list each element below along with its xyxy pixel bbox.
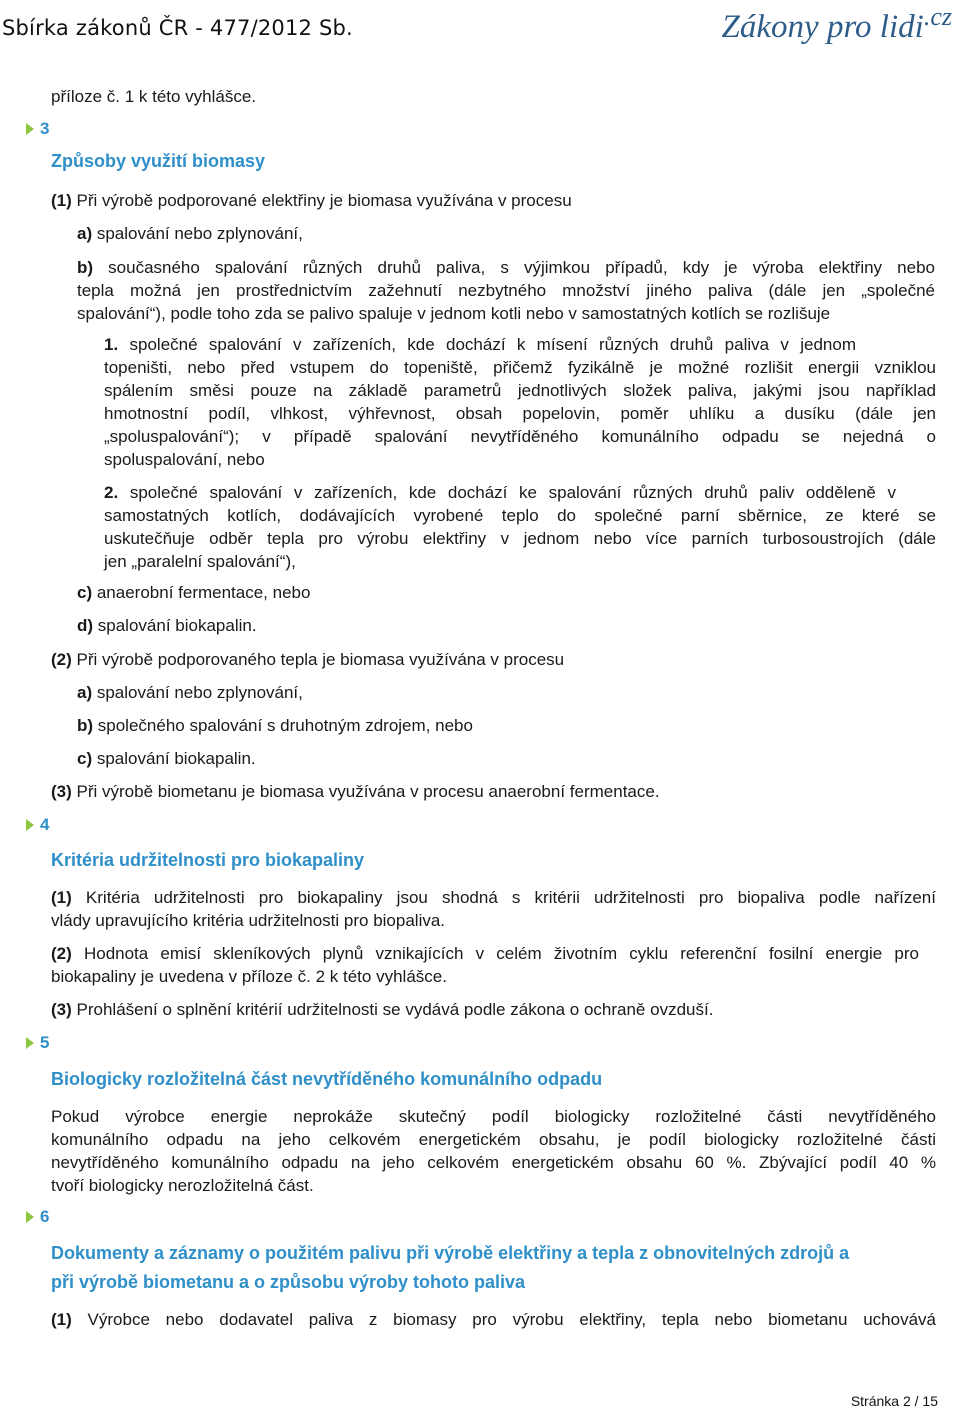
s5-line-1: Pokud výrobce energie neprokáže skutečný podíl biologicky rozložitelné části nevytříděného — [51, 1107, 936, 1126]
s5-line-2: komunálního odpadu na jeho celkovém energetickém obsahu, je podíl biologicky rozložitelné části — [51, 1130, 936, 1149]
s3-paragraph-1: (1) Při výrobě podporované elektřiny je biomasa využívána v procesu — [51, 191, 572, 210]
logo-suffix: .cz — [923, 2, 952, 31]
s3-item-b1-line-3: spálením směsi pouze na základě parametrů jednotlivých složek paliva, jakými jsou například — [104, 381, 936, 400]
expand-triangle-icon — [26, 1211, 34, 1223]
s3-paragraph-3: (3) Při výrobě biometanu je biomasa využívána v procesu anaerobní fermentace. — [51, 782, 660, 801]
section-5-title: Biologicky rozložitelná část nevytříděného komunálního odpadu — [51, 1069, 603, 1089]
section-4-number[interactable]: 4 — [26, 815, 49, 835]
s3-item-b2-line-2: samostatných kotlích, dodávajících vyrobené teplo do společné parní sběrnice, ze které se — [104, 506, 936, 525]
s3-item-a: a) spalování nebo zplynování, — [77, 224, 303, 243]
s4-paragraph-2-line-1: (2) Hodnota emisí skleníkových plynů vznikajících v celém životním cyklu referenční fosilní energie pro — [51, 944, 919, 963]
intro-line: příloze č. 1 k této vyhlášce. — [51, 87, 257, 106]
s4-paragraph-1-line-2: vlády upravujícího kritéria udržitelnosti pro biopaliva. — [51, 911, 446, 930]
s5-line-4: tvoří biologicky nerozložitelná část. — [51, 1176, 314, 1195]
s3-item-b1-line-4: hmotnostní podíl, vlhkost, výhřevnost, obsah popelovin, poměr uhlíku a dusíku (dále jen — [104, 404, 936, 423]
s5-line-3: nevytříděného komunálního odpadu na jeho celkovém energetickém obsahu 60 %. Zbývající podíl 40 % — [51, 1153, 936, 1172]
section-3-title: Způsoby využití biomasy — [51, 151, 266, 171]
expand-triangle-icon — [26, 1037, 34, 1049]
document-title: Sbírka zákonů ČR - 477/2012 Sb. — [2, 16, 353, 40]
section-3-number[interactable]: 3 — [26, 119, 49, 139]
section-5-number[interactable]: 5 — [26, 1033, 49, 1053]
s3-p2-item-c: c) spalování biokapalin. — [77, 749, 256, 768]
s3-item-b2-line-4: jen „paralelní spalování“), — [104, 552, 296, 571]
s3-p2-item-a: a) spalování nebo zplynování, — [77, 683, 303, 702]
s3-item-b-line-2: tepla možná jen prostřednictvím zažehnutí nezbytného množství jiného paliva (dále jen „společné — [77, 281, 935, 300]
section-6-title-line-1: Dokumenty a záznamy o použitém palivu při výrobě elektřiny a tepla z obnovitelných zdrojů a — [51, 1243, 850, 1263]
s4-paragraph-1-line-1: (1) Kritéria udržitelnosti pro biokapaliny jsou shodná s kritérii udržitelnosti pro biopaliva podle nařízení — [51, 888, 936, 907]
page-number: Stránka 2 / 15 — [850, 1393, 938, 1409]
section-6-number[interactable]: 6 — [26, 1207, 49, 1227]
s3-item-d: d) spalování biokapalin. — [77, 616, 257, 635]
s3-item-b2-line-3: uskutečňuje odběr tepla pro výrobu elektřiny v jednom nebo více parních turbosoustrojích (dále — [104, 529, 936, 548]
s6-paragraph-1: (1) Výrobce nebo dodavatel paliva z biomasy pro výrobu elektřiny, tepla nebo biometanu uchovává — [51, 1310, 936, 1329]
expand-triangle-icon — [26, 123, 34, 135]
s3-item-b1-line-6: spoluspalování, nebo — [104, 450, 265, 469]
s3-item-b1-line-2: topeništi, nebo před vstupem do topeniště, přičemž fyzikálně je možné rozlišit energii vzniklou — [104, 358, 936, 377]
s3-paragraph-2: (2) Při výrobě podporovaného tepla je biomasa využívána v procesu — [51, 650, 565, 669]
s3-item-b-line-1: b) současného spalování různých druhů paliva, s výjimkou případů, kdy je výroba elektřiny nebo — [77, 258, 935, 277]
site-logo[interactable] — [722, 2, 952, 46]
s4-paragraph-3: (3) Prohlášení o splnění kritérií udržitelnosti se vydává podle zákona o ochraně ovzduší. — [51, 1000, 714, 1019]
s3-item-c: c) anaerobní fermentace, nebo — [77, 583, 311, 602]
s3-item-b1-line-1: 1. společné spalování v zařízeních, kde dochází k mísení různých druhů paliva v jednom — [104, 335, 856, 354]
section-6-title-line-2: při výrobě biometanu a o způsobu výroby tohoto paliva — [51, 1272, 526, 1292]
s3-item-b2-line-1: 2. společné spalování v zařízeních, kde dochází ke spalování různých druhů paliv odděleně v — [104, 483, 896, 502]
section-4-title: Kritéria udržitelnosti pro biokapaliny — [51, 850, 365, 870]
s3-item-b1-line-5: „spoluspalování“); v případě spalování nevytříděného komunálního odpadu se nejedná o — [104, 427, 936, 446]
s3-item-b-line-3: spalování“), podle toho zda se palivo spaluje v jednom kotli nebo v samostatných kotlích se rozlišuje — [77, 304, 831, 323]
expand-triangle-icon — [26, 819, 34, 831]
s4-paragraph-2-line-2: biokapaliny je uvedena v příloze č. 2 k této vyhlášce. — [51, 967, 447, 986]
page-header — [0, 0, 960, 58]
s3-p2-item-b: b) společného spalování s druhotným zdrojem, nebo — [77, 716, 473, 735]
logo-text: Zákony pro lidi — [721, 9, 924, 45]
